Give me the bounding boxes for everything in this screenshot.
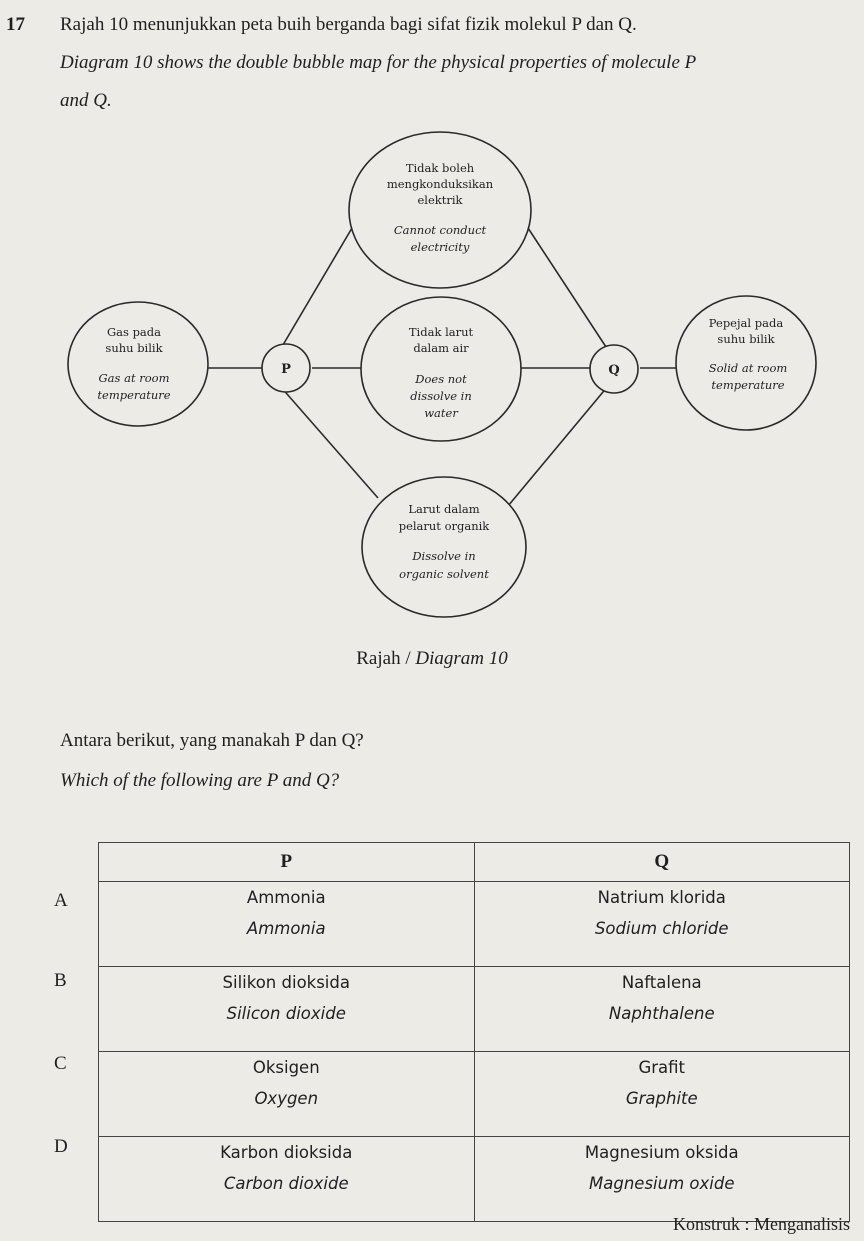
cell-p-english: Carbon dioxide [223,1174,349,1193]
option-b-label[interactable]: B [54,970,67,991]
node-q-label: Q [608,363,620,378]
option-a-label[interactable]: A [54,890,68,911]
connector-q-bottom [508,386,608,506]
bubble-bottom-ms-1: Larut dalam [408,502,480,516]
bubble-middle-en-2: dissolve in [410,389,472,403]
caption-english: Diagram 10 [415,648,508,669]
bubble-left-ms-2: suhu bilik [105,341,163,355]
bubble-bottom-en-2: organic solvent [399,567,489,581]
cell-q [474,1052,850,1137]
bubble-right-ms-1: Pepejal pada [708,316,784,330]
bubble-top-ms-1: Tidak boleh [405,161,475,175]
bubble-left-en-1: Gas at room [98,371,170,385]
cell-p [99,1052,475,1137]
cell-q-english: Naphthalene [608,1004,715,1023]
bubble-bottom-en-1: Dissolve in [412,549,476,563]
question-text-malay: Rajah 10 menunjukkan peta buih berganda bagi sifat fizik molekul P dan Q. [60,14,637,35]
cell-q [474,967,850,1052]
cell-q-english: Graphite [625,1089,698,1108]
node-p-label: P [281,362,291,377]
bubble-middle-ms-2: dalam air [413,341,469,355]
cell-p-malay: Ammonia [246,888,326,907]
bubble-left-en-2: temperature [97,388,171,402]
prompt-malay: Antara berikut, yang manakah P dan Q? [60,730,364,751]
option-c-label[interactable]: C [54,1053,67,1074]
question-number: 17 [6,14,25,35]
bubble-middle-en-1: Does not [415,372,467,386]
table-row[interactable] [99,1052,850,1137]
bubble-middle-ms-1: Tidak larut [408,325,474,339]
cell-p-malay: Silikon dioksida [222,973,350,992]
connector-p-top [280,228,352,350]
double-bubble-map [0,130,864,630]
question-text-english-cont: and Q. [60,90,112,111]
bubble-left-ms-1: Gas pada [106,325,162,339]
cell-p-malay: Karbon dioksida [220,1143,353,1162]
cell-q [474,882,850,967]
connector-p-bottom [280,386,378,498]
bubble-bottom-ms-2: pelarut organik [398,519,490,533]
bubble-middle-en-3: water [424,406,458,420]
diagram-caption [0,648,864,670]
cell-q-malay: Grafit [638,1058,686,1077]
table-row[interactable] [99,882,850,967]
cell-q-english: Sodium chloride [594,919,729,938]
table-row[interactable] [99,1137,850,1222]
option-d-label[interactable]: D [54,1136,68,1157]
answer-table [98,842,850,1222]
connector-q-top [528,228,608,350]
cell-p [99,1137,475,1222]
table-row[interactable] [99,967,850,1052]
question-text-english: Diagram 10 shows the double bubble map for the physical properties of molecule P [60,52,697,73]
caption-malay: Rajah / [356,648,416,669]
bubble-right-en-1: Solid at room [708,361,788,375]
bubble-right-en-2: temperature [711,378,785,392]
bubble-left [68,302,208,426]
cell-q-malay: Natrium klorida [597,888,726,907]
header-q: Q [474,843,850,882]
bubble-right-ms-2: suhu bilik [717,332,775,346]
cell-p-malay: Oksigen [252,1058,320,1077]
bubble-bottom [362,477,526,617]
bubble-top [349,132,531,288]
bubble-top-en-1: Cannot conduct [393,223,487,237]
prompt-english: Which of the following are P and Q? [60,770,340,791]
bubble-top-en-2: electricity [410,240,470,254]
construct-label: Konstruk : Menganalisis [673,1214,850,1234]
cell-p [99,882,475,967]
header-p: P [99,843,475,882]
table-header-row [99,843,850,882]
cell-q-malay: Magnesium oksida [584,1143,739,1162]
bubble-top-ms-2: mengkonduksikan [386,177,494,191]
cell-q-malay: Naftalena [621,973,702,992]
cell-p-english: Ammonia [246,919,326,938]
cell-p-english: Silicon dioxide [226,1004,346,1023]
cell-q [474,1137,850,1222]
bubble-top-ms-3: elektrik [417,193,463,207]
cell-q-english: Magnesium oxide [589,1174,735,1193]
cell-p-english: Oxygen [254,1089,319,1108]
cell-p [99,967,475,1052]
